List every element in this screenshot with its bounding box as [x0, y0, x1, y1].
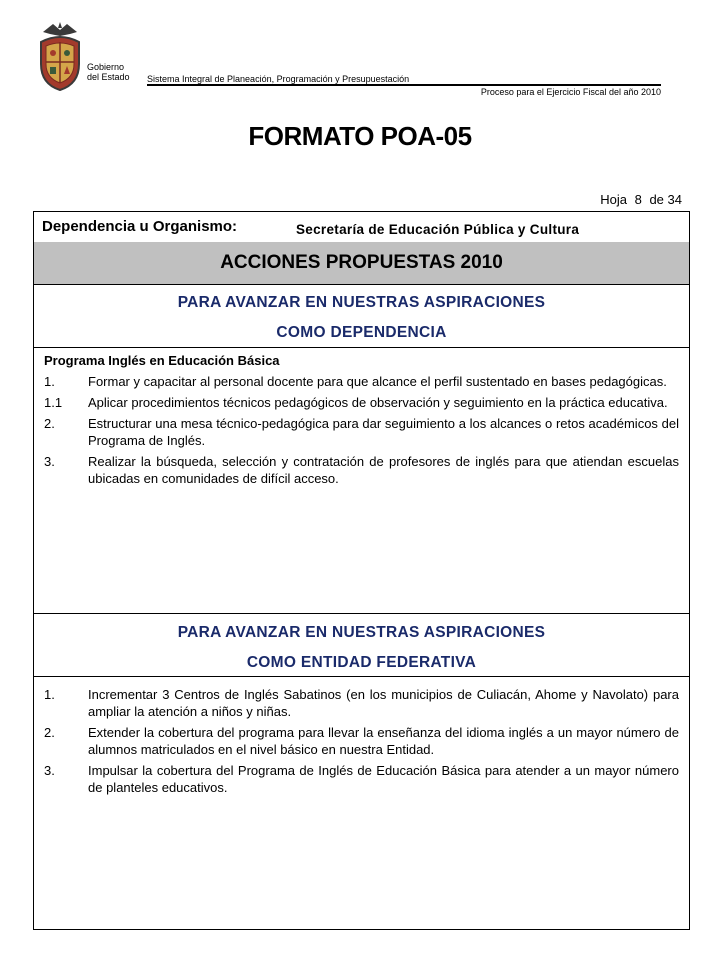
list-item	[44, 762, 679, 796]
item-number: 3.	[44, 763, 55, 778]
list-item	[44, 724, 679, 758]
section1-line2: COMO DEPENDENCIA	[276, 324, 447, 341]
section-dependencia-header	[34, 284, 689, 348]
hoja-label: Hoja	[600, 192, 627, 207]
acciones-title: ACCIONES PROPUESTAS 2010	[220, 252, 503, 273]
item-text: Estructurar una mesa técnico-pedagógica para dar seguimiento a los alcances o retos académicos del Programa de Inglés.	[88, 416, 679, 448]
gov-line-2: del Estado	[87, 72, 130, 82]
list-item	[44, 686, 679, 720]
item-number: 3.	[44, 454, 55, 469]
section2-line2: COMO ENTIDAD FEDERATIVA	[246, 654, 477, 671]
acciones-header	[34, 242, 689, 285]
gov-line-1: Gobierno	[87, 62, 125, 72]
hoja-page: 8	[634, 192, 642, 207]
item-number: 2.	[44, 725, 55, 740]
item-number: 1.	[44, 687, 55, 702]
list-item	[44, 394, 679, 411]
section-entidad-header	[34, 613, 689, 677]
dependencia-label: Dependencia u Organismo:	[42, 218, 238, 235]
sistema-label: Sistema Integral de Planeación, Programación y Presupuestación	[147, 74, 410, 84]
item-text: Realizar la búsqueda, selección y contratación de profesores de inglés para que atiendan escuelas ubicadas en comunidades de difícil acceso.	[88, 454, 679, 486]
dependencia-row	[34, 212, 689, 243]
program-title: Programa Inglés en Educación Básica	[44, 353, 280, 368]
section1-line1: PARA AVANZAR EN NUESTRAS ASPIRACIONES	[177, 294, 546, 311]
item-number: 2.	[44, 416, 55, 431]
item-text: Incrementar 3 Centros de Inglés Sabatinos (en los municipios de Culiacán, Ahome y Navolato) para ampliar la atención a niños y niñas.	[88, 687, 679, 719]
state-seal-icon	[37, 18, 83, 94]
list-item	[44, 415, 679, 449]
header-rule	[147, 84, 661, 86]
item-text: Aplicar procedimientos técnicos pedagógicos de observación y seguimiento en la práctica educativa.	[88, 395, 668, 410]
list-item	[44, 453, 679, 487]
section2-line1: PARA AVANZAR EN NUESTRAS ASPIRACIONES	[177, 624, 546, 641]
page-number	[596, 192, 682, 207]
form-frame	[33, 211, 690, 930]
item-text: Extender la cobertura del programa para llevar la enseñanza del idioma inglés a un mayor número de alumnos matriculados en el nivel básico en nuestra Entidad.	[88, 725, 679, 757]
item-number: 1.	[44, 374, 55, 389]
section-dependencia-body	[44, 352, 679, 491]
section-entidad-body	[44, 686, 679, 800]
page-title: FORMATO POA-05	[248, 121, 472, 151]
item-text: Formar y capacitar al personal docente para que alcance el perfil sustentado en bases pedagógicas.	[88, 374, 667, 389]
hoja-total: de 34	[649, 192, 682, 207]
item-number: 1.1	[44, 395, 63, 410]
gobierno-label	[87, 62, 130, 82]
proceso-label: Proceso para el Ejercicio Fiscal del año 2010	[480, 87, 661, 97]
dependencia-value: Secretaría de Educación Pública y Cultura	[296, 222, 580, 237]
item-text: Impulsar la cobertura del Programa de Inglés de Educación Básica para atender a un mayor número de planteles educativos.	[88, 763, 679, 795]
list-item	[44, 373, 679, 390]
